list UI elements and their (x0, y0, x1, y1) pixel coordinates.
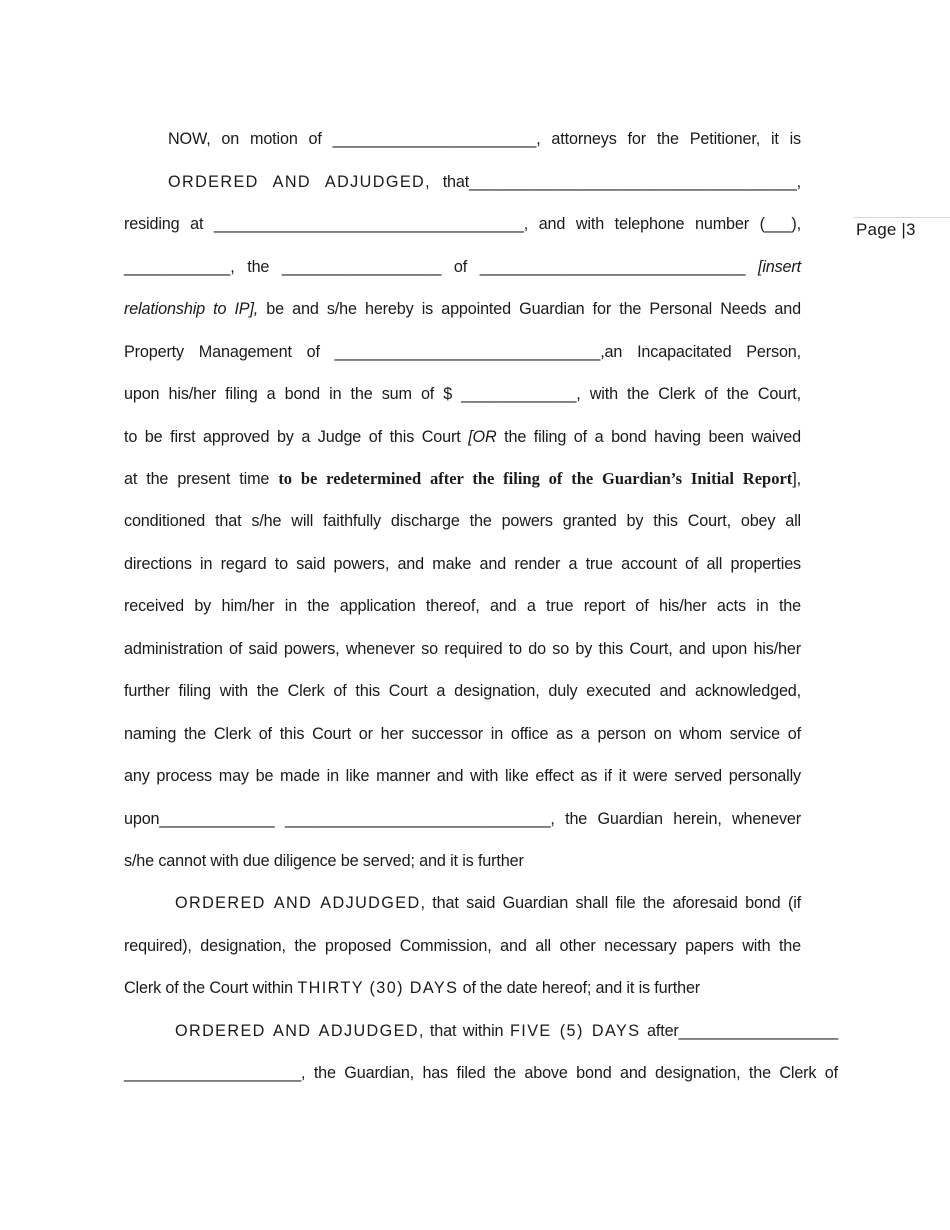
body-line-16: any process may be made in like manner and with like effect as if it were served personally (124, 767, 801, 785)
body-line-10: conditioned that s/he will faithfully discharge the powers granted by this Court, obey all (124, 512, 801, 530)
body-line-9: at the present time to be redetermined after the filing of the Guardian’s Initial Report], (124, 469, 801, 488)
body-line-21: Clerk of the Court within THIRTY (30) DAYS of the date hereof; and it is further (124, 979, 701, 997)
body-line-14: further filing with the Clerk of this Court a designation, duly executed and acknowledged, (124, 682, 801, 700)
body-line-1: NOW, on motion of _______________________, attorneys for the Petitioner, it is (168, 130, 801, 148)
body-line-7: upon his/her filing a bond in the sum of $ _____________, with the Clerk of the Court, (124, 385, 801, 403)
body-line-23: ____________________, the Guardian, has filed the above bond and designation, the Clerk of (124, 1064, 838, 1082)
body-line-13: administration of said powers, whenever so required to do so by this Court, and upon his/her (124, 640, 801, 658)
body-line-11: directions in regard to said powers, and make and render a true account of all properties (124, 555, 801, 573)
body-line-19: ORDERED AND ADJUDGED, that said Guardian shall file the aforesaid bond (if (175, 894, 801, 912)
body-line-2: ORDERED AND ADJUDGED, that_____________________________________, (168, 173, 801, 191)
body-line-20: required), designation, the proposed Commission, and all other necessary papers with the (124, 937, 801, 955)
body-line-6: Property Management of ______________________________,an Incapacitated Person, (124, 343, 801, 361)
body-line-8: to be first approved by a Judge of this Court [OR the filing of a bond having been waived (124, 428, 801, 446)
body-line-22: ORDERED AND ADJUDGED, that within FIVE (5) DAYS after__________________ (175, 1022, 839, 1040)
body-line-17: upon_____________ ______________________________, the Guardian herein, whenever (124, 810, 801, 828)
body-line-5: relationship to IP], be and s/he hereby is appointed Guardian for the Personal Needs and (124, 300, 801, 318)
body-line-4: ____________, the __________________ of ______________________________ [insert (124, 258, 801, 276)
body-line-15: naming the Clerk of this Court or her successor in office as a person on whom service of (124, 725, 801, 743)
page-number: Page |3 (856, 220, 916, 239)
body-line-3: residing at ___________________________________, and with telephone number (___), (124, 215, 801, 233)
body-line-12: received by him/her in the application thereof, and a true report of his/her acts in the (124, 597, 801, 615)
header-rule (854, 217, 950, 218)
body-line-18: s/he cannot with due diligence be served; and it is further (124, 852, 524, 870)
